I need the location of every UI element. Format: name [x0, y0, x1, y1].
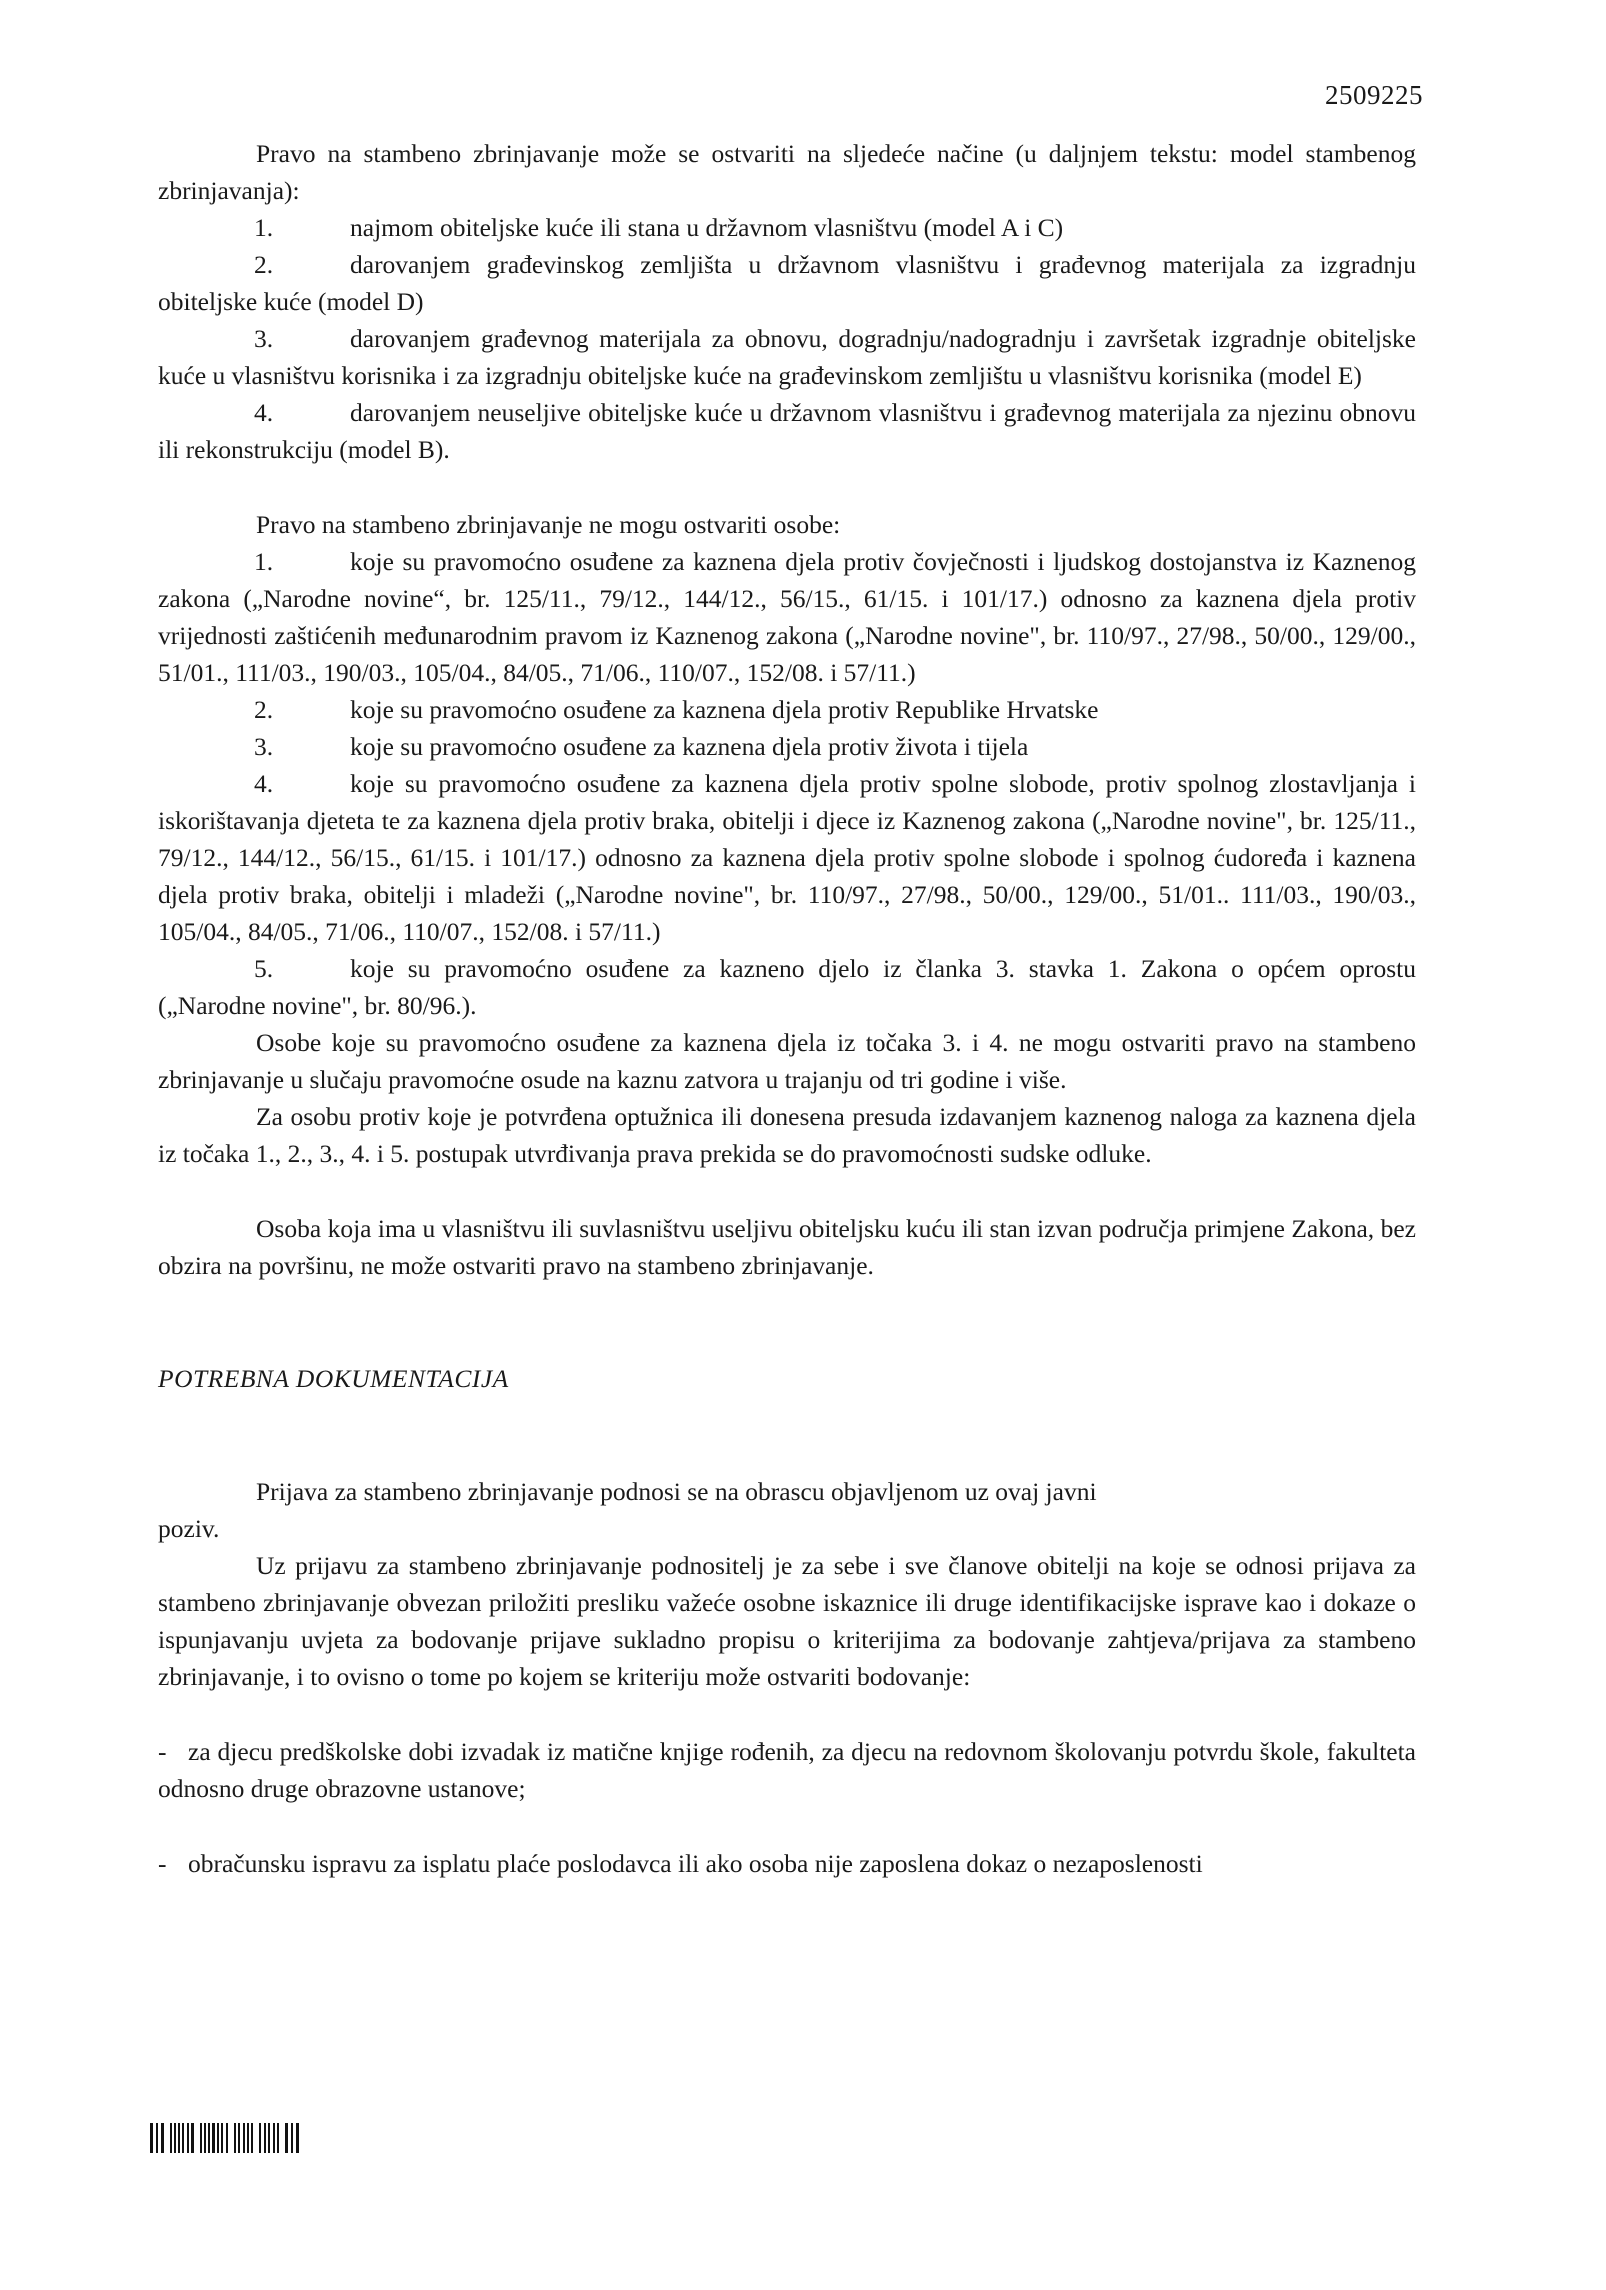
list-item: - za djecu predškolske dobi izvadak iz matične knjige rođenih, za djecu na redovnom školovanju potvrdu škole, fakulteta odnosno druge obrazovne ustanove; — [158, 1737, 1416, 1803]
section-heading: POTREBNA DOKUMENTACIJA — [158, 1364, 509, 1393]
barcode — [150, 2123, 299, 2153]
ownership-paragraph: Osoba koja ima u vlasništvu ili suvlasništvu useljivu obiteljsku kuću ili stan izvan područja primjene Zakona, bez obzira na površinu, ne može ostvariti pravo na stambeno zbrinjavanje. — [158, 1214, 1416, 1280]
exclusion-list — [158, 543, 1416, 1024]
list-item: 4. darovanjem neuseljive obiteljske kuće u državnom vlasništvu i građevnog materijala za njezinu obnovu ili rekonstrukciju (model B). — [158, 398, 1416, 464]
list-item: 5. koje su pravomoćno osuđene za kazneno djelo iz članka 3. stavka 1. Zakona o općem oprostu („Narodne novine", br. 80/96.). — [158, 954, 1416, 1020]
list-item: 4. koje su pravomoćno osuđene za kaznena djela protiv spolne slobode, protiv spolnog zlostavljanja i iskorištavanja djeteta te za kaznena djela protiv braka, obitelji i djece iz Kaznenog zakona („Narodne novine", br. 125/11., 79/12., 144/12., 56/15., 61/15. i 101/17.) odnosno za kaznena djela protiv spolne slobode i spolnog ćudoređa i kaznena djela protiv braka, obitelji i mladeži („Narodne novine", br. 110/97., 27/98., 50/00., 129/00., 51/01.. 111/03., 190/03., 105/04., 84/05., 71/06., 110/07., 152/08. i 57/11.) — [158, 769, 1416, 946]
indictment-paragraph: Za osobu protiv koje je potvrđena optužnica ili donesena presuda izdavanjem kaznenog naloga za kaznena djela iz točaka 1., 2., 3., 4. i 5. postupak utvrđivanja prava prekida se do pravomoćnosti sudske odluke. — [158, 1102, 1416, 1168]
list-item: 2. darovanjem građevinskog zemljišta u državnom vlasništvu i građevnog materijala za izgradnju obiteljske kuće (model D) — [158, 250, 1416, 316]
sentence-paragraph: Osobe koje su pravomoćno osuđene za kaznena djela iz točaka 3. i 4. ne mogu ostvariti pravo na stambeno zbrinjavanje u slučaju pravomoćne osude na kaznu zatvora u trajanju od tri godine i više. — [158, 1028, 1416, 1094]
form-paragraph-line: Prijava za stambeno zbrinjavanje podnosi se na obrascu objavljenom uz ovaj javni — [256, 1477, 1097, 1506]
document-body — [158, 135, 1416, 1882]
form-paragraph-continuation: poziv. — [158, 1514, 220, 1543]
barcode-bar — [296, 2123, 299, 2153]
documentation-paragraph: Uz prijavu za stambeno zbrinjavanje podnositelj je za sebe i sve članove obitelji na koje se odnosi prijava za stambeno zbrinjavanje obvezan priložiti presliku važeće osobne iskaznice ili druge identifikacijske isprave kao i dokaze o ispunjavanju uvjeta za bodovanje prijave sukladno propisu o kriterijima za bodovanje zahtjeva/prijava za stambeno zbrinjavanje, i to ovisno o tome po kojem se kriteriju može ostvariti bodovanje: — [158, 1551, 1416, 1691]
intro-paragraph: Pravo na stambeno zbrinjavanje može se ostvariti na sljedeće načine (u daljnjem tekstu: model stambenog zbrinjavanja): — [158, 139, 1416, 205]
list-item: 2. koje su pravomoćno osuđene za kaznena djela protiv Republike Hrvatske — [254, 695, 1099, 724]
list-item: 3. darovanjem građevnog materijala za obnovu, dogradnju/nadogradnju i završetak izgradnje obiteljske kuće u vlasništvu korisnika i za izgradnju obiteljske kuće na građevinskom zemljištu u vlasništvu korisnika (model E) — [158, 324, 1416, 390]
exclusion-intro: Pravo na stambeno zbrinjavanje ne mogu ostvariti osobe: — [256, 510, 841, 539]
document-number: 2509225 — [1325, 80, 1423, 110]
list-item: 1. koje su pravomoćno osuđene za kaznena djela protiv čovječnosti i ljudskog dostojanstva iz Kaznenog zakona („Narodne novine“, br. 125/11., 79/12., 144/12., 56/15., 61/15. i 101/17.) odnosno za kaznena djela protiv vrijednosti zaštićenih međunarodnim pravom iz Kaznenog zakona („Narodne novine", br. 110/97., 27/98., 50/00., 129/00., 51/01., 111/03., 190/03., 105/04., 84/05., 71/06., 110/07., 152/08. i 57/11.) — [158, 547, 1416, 687]
list-item: 3. koje su pravomoćno osuđene za kaznena djela protiv života i tijela — [254, 732, 1029, 761]
list-item: - obračunsku ispravu za isplatu plaće poslodavca ili ako osoba nije zaposlena dokaz o nezaposlenosti — [158, 1849, 1203, 1878]
model-list — [158, 209, 1416, 468]
list-item: 1. najmom obiteljske kuće ili stana u državnom vlasništvu (model A i C) — [254, 213, 1064, 242]
